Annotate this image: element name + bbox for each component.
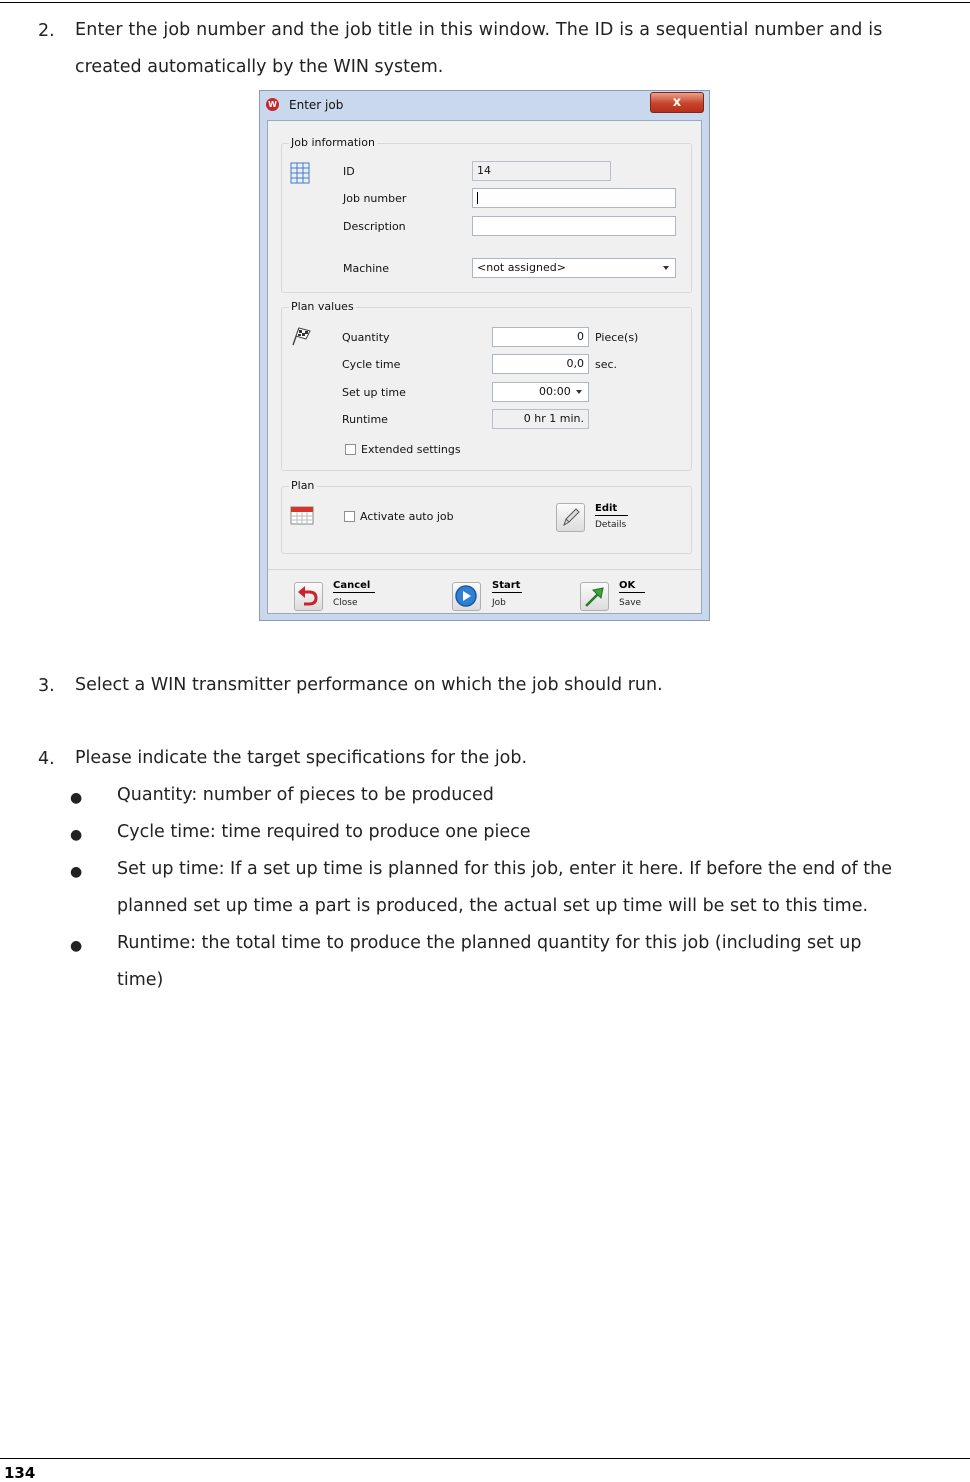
edit-button-label[interactable]: Edit <box>595 503 628 516</box>
runtime-field: 0 hr 1 min. <box>492 409 589 429</box>
dialog-title: Enter job <box>289 98 344 112</box>
start-button[interactable] <box>452 582 481 611</box>
chevron-down-icon <box>663 266 669 270</box>
cancel-button-label[interactable]: Cancel <box>333 580 375 593</box>
step-text-line: created automatically by the WIN system. <box>75 57 444 77</box>
checkered-flag-icon <box>290 326 312 346</box>
cycle-time-unit: sec. <box>595 358 618 371</box>
group-legend: Plan values <box>291 300 354 313</box>
id-field: 14 <box>472 161 611 181</box>
step-number: 3. <box>38 676 55 696</box>
app-logo-icon: W <box>266 98 279 111</box>
bullet-dot: ● <box>70 938 83 954</box>
quantity-label: Quantity <box>342 331 390 344</box>
enter-job-dialog <box>259 90 710 621</box>
step-text-line: Enter the job number and the job title in this window. The ID is a sequential number and is <box>75 20 883 40</box>
bullet-text: Runtime: the total time to produce the planned quantity for this job (including set up <box>117 933 862 953</box>
footer-separator <box>268 569 701 570</box>
text-cursor <box>477 192 478 204</box>
cycle-time-label: Cycle time <box>342 358 401 371</box>
bottom-rule <box>0 1458 970 1459</box>
edit-button[interactable] <box>556 503 585 532</box>
table-icon <box>290 162 310 184</box>
description-input[interactable] <box>472 216 676 236</box>
chevron-down-icon <box>576 390 582 394</box>
green-arrow-icon <box>581 583 608 610</box>
start-button-sublabel: Job <box>492 598 506 608</box>
step-number: 4. <box>38 749 55 769</box>
id-label: ID <box>343 165 355 178</box>
runtime-label: Runtime <box>342 413 388 426</box>
step-text-line: Please indicate the target specifications for the job. <box>75 748 528 768</box>
undo-arrow-icon <box>295 583 322 610</box>
job-number-label: Job number <box>343 192 407 205</box>
cancel-button-sublabel: Close <box>333 598 358 608</box>
group-legend: Job information <box>291 136 375 149</box>
step-text-line: Select a WIN transmitter performance on which the job should run. <box>75 675 663 695</box>
bullet-dot: ● <box>70 864 83 880</box>
setup-time-picker[interactable]: 00:00 <box>492 382 589 402</box>
bullet-dot: ● <box>70 790 83 806</box>
job-number-input[interactable] <box>472 188 676 208</box>
pencil-icon <box>557 504 584 531</box>
cancel-button[interactable] <box>294 582 323 611</box>
dialog-body <box>267 120 702 614</box>
extended-settings-label[interactable]: Extended settings <box>361 443 461 456</box>
start-button-label[interactable]: Start <box>492 580 521 591</box>
step-number: 2. <box>38 21 55 41</box>
description-label: Description <box>343 220 406 233</box>
machine-label: Machine <box>343 262 390 275</box>
setup-time-label: Set up time <box>342 386 406 399</box>
ok-button-sublabel: Save <box>619 598 642 608</box>
cycle-time-input[interactable]: 0,0 <box>492 354 589 374</box>
auto-job-checkbox[interactable] <box>344 511 355 522</box>
ok-button-label[interactable]: OK <box>619 580 645 593</box>
quantity-input[interactable]: 0 <box>492 327 589 347</box>
plan-group <box>281 486 692 554</box>
edit-button-sublabel: Details <box>595 520 627 530</box>
bullet-text: Cycle time: time required to produce one piece <box>117 822 531 842</box>
quantity-unit: Piece(s) <box>595 331 639 344</box>
calendar-icon <box>290 505 314 525</box>
bullet-text: Set up time: If a set up time is planned for this job, enter it here. If before the end of the <box>117 859 892 879</box>
bullet-text: time) <box>117 970 164 990</box>
top-rule <box>0 2 970 3</box>
title-bar <box>260 91 709 118</box>
extended-settings-checkbox[interactable] <box>345 444 356 455</box>
bullet-text: planned set up time a part is produced, the actual set up time will be set to this time. <box>117 896 869 916</box>
play-icon <box>453 583 480 610</box>
machine-select[interactable]: <not assigned> <box>472 258 676 278</box>
bullet-text: Quantity: number of pieces to be produced <box>117 785 494 805</box>
group-legend: Plan <box>291 479 315 492</box>
close-button[interactable]: x <box>650 92 704 113</box>
ok-button[interactable] <box>580 582 609 611</box>
bullet-dot: ● <box>70 827 83 843</box>
auto-job-label[interactable]: Activate auto job <box>360 510 454 523</box>
page-number: 134 <box>4 1464 36 1482</box>
